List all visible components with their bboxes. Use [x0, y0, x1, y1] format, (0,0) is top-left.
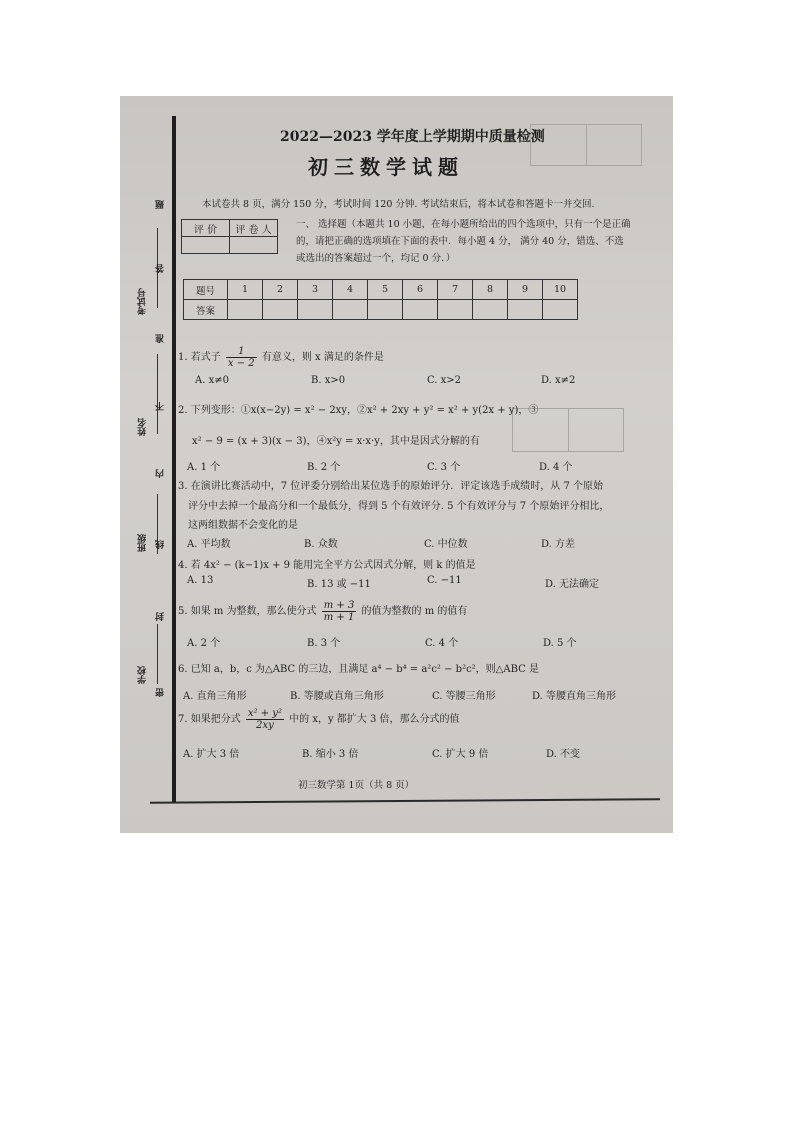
option-d[interactable]: D. 5 个 — [543, 638, 577, 649]
question-5 — [178, 600, 467, 623]
question-number: 4 — [333, 280, 368, 300]
answer-cell[interactable] — [228, 300, 263, 320]
fraction — [246, 708, 284, 731]
option-c[interactable]: C. 3 个 — [427, 462, 461, 473]
question-3-line2: 评分中去掉一个最高分和一个最低分，得到 5 个有效评分. 5 个有效评分与 7 个原始评分相比， — [188, 501, 610, 512]
seal-char: 题 — [156, 200, 166, 209]
question-2-line1: 2. 下列变形：①x(x−2y) = x² − 2xy，②x² + 2xy + y² = x² + y(2x + y)，③ — [178, 405, 539, 416]
answer-table — [183, 279, 578, 320]
option-b[interactable]: B. 缩小 3 倍 — [302, 749, 359, 760]
question-text: 的值为整数的 m 的值有 — [361, 606, 468, 617]
grading-table — [181, 219, 278, 254]
question-number: 7 — [438, 280, 473, 300]
fraction-numerator: 1 — [226, 346, 257, 358]
question-2-line2: x² − 9 = (x + 3)(x − 3)，④x²y = x·x·y，其中是因式分解的有 — [192, 436, 480, 447]
option-c[interactable]: C. x>2 — [427, 375, 462, 386]
question-number: 1 — [228, 280, 263, 300]
fraction-numerator: m + 3 — [323, 600, 355, 611]
option-c[interactable]: C. 扩大 9 倍 — [432, 749, 489, 760]
answer-cell[interactable] — [368, 300, 403, 320]
question-4: 4. 若 4x² − (k−1)x + 9 能用完全平方公式因式分解，则 k 的值是 — [178, 560, 476, 571]
seal-char: 准 — [156, 334, 166, 343]
fraction-denominator: m + 1 — [323, 612, 355, 623]
answer-cell[interactable] — [438, 300, 473, 320]
question-text: 有意义，则 x 满足的条件是 — [261, 352, 384, 363]
label-class: 班级 — [138, 534, 148, 552]
option-a[interactable]: A. x≠0 — [195, 375, 229, 386]
answer-cell[interactable] — [508, 300, 543, 320]
option-b[interactable]: B. x>0 — [311, 375, 346, 386]
option-a[interactable]: A. 2 个 — [187, 638, 221, 649]
option-b[interactable]: B. 2 个 — [307, 462, 341, 473]
answer-cell[interactable] — [263, 300, 298, 320]
option-b[interactable]: B. 3 个 — [307, 638, 341, 649]
seal-char: 不 — [156, 402, 166, 411]
blank-line — [157, 354, 158, 434]
option-a[interactable]: A. 平均数 — [187, 539, 231, 550]
option-c[interactable]: C. −11 — [427, 575, 462, 586]
answer-cell[interactable] — [298, 300, 333, 320]
option-c[interactable]: C. 4 个 — [425, 638, 459, 649]
fraction-numerator: x² + y² — [247, 708, 282, 719]
fraction — [226, 346, 257, 369]
bottom-line — [150, 798, 660, 804]
binding-line — [172, 116, 176, 802]
option-d[interactable]: D. 4 个 — [539, 462, 573, 473]
seal-char: 线 — [156, 540, 166, 549]
option-d[interactable]: D. 不变 — [546, 749, 581, 760]
option-b[interactable]: B. 等腰或直角三角形 — [290, 691, 384, 702]
question-text: 中的 x，y 都扩大 3 倍，那么分式的值 — [289, 714, 460, 725]
seal-char: 内 — [156, 469, 166, 478]
answer-table-row-label: 题号 — [184, 280, 228, 300]
option-c[interactable]: C. 中位数 — [424, 539, 468, 550]
question-1 — [178, 346, 384, 369]
option-b[interactable]: B. 13 或 −11 — [307, 579, 371, 590]
grading-cell[interactable] — [182, 237, 230, 254]
seal-char: 答 — [156, 264, 166, 273]
bleed-through-box — [530, 124, 642, 166]
option-b[interactable]: B. 众数 — [304, 539, 338, 550]
question-text: 5. 如果 m 为整数，那么使分式 — [178, 606, 317, 617]
fraction — [322, 600, 357, 623]
answer-cell[interactable] — [403, 300, 438, 320]
question-number: 2 — [263, 280, 298, 300]
option-d[interactable]: D. 无法确定 — [545, 579, 600, 590]
seal-char: 密 — [156, 688, 166, 697]
question-text: 7. 如果把分式 — [178, 714, 241, 725]
question-number: 9 — [508, 280, 543, 300]
option-d[interactable]: D. 等腰直角三角形 — [532, 691, 617, 702]
option-a[interactable]: A. 1 个 — [187, 462, 221, 473]
question-6: 6. 已知 a，b，c 为△ABC 的三边，且满足 a⁴ − b⁴ = a²c² − b²c²，则△ABC 是 — [178, 664, 539, 675]
label-name: 姓名 — [138, 418, 148, 436]
option-d[interactable]: D. x≠2 — [541, 375, 576, 386]
option-c[interactable]: C. 等腰三角形 — [432, 691, 496, 702]
option-d[interactable]: D. 方差 — [541, 539, 576, 550]
label-exam-number: 考试号 — [138, 288, 148, 315]
question-7 — [178, 708, 460, 731]
question-number: 3 — [298, 280, 333, 300]
option-a[interactable]: A. 扩大 3 倍 — [183, 749, 240, 760]
answer-table-row-label: 答案 — [184, 300, 228, 320]
section-one-instructions: 一、 选择题（本题共 10 小题，在每小题所给出的四个选项中，只有一个是正确的，请把正确的选项填在下面的表中．每小题 4 分， 满分 40 分，错选、不选或选出的答案超过一个，均记 0 分．） — [296, 219, 631, 264]
seal-char: 封 — [156, 612, 166, 621]
question-text: 1. 若式子 — [178, 352, 221, 363]
answer-cell[interactable] — [543, 300, 578, 320]
question-3-line3: 这两组数据不会变化的是 — [188, 520, 298, 531]
question-number: 10 — [543, 280, 578, 300]
option-a[interactable]: A. 直角三角形 — [183, 691, 247, 702]
page-footer: 初三数学第 1页（共 8 页） — [298, 780, 415, 791]
question-number: 6 — [403, 280, 438, 300]
grader-label: 评 卷 人 — [230, 220, 278, 237]
exam-title-line2: 初三数学试题 — [308, 155, 464, 179]
question-number: 5 — [368, 280, 403, 300]
exam-intro: 本试卷共 8 页，满分 150 分，考试时间 120 分钟. 考试结束后，将本试卷和答题卡一并交回. — [202, 199, 595, 210]
exam-title-line1: 2022—2023 学年度上学期期中质量检测 — [280, 129, 545, 145]
answer-cell[interactable] — [473, 300, 508, 320]
fraction-denominator: x − 2 — [227, 358, 255, 369]
option-a[interactable]: A. 13 — [187, 575, 214, 586]
answer-cell[interactable] — [333, 300, 368, 320]
exam-page-photo — [120, 96, 673, 833]
grading-label: 评 价 — [182, 220, 230, 237]
fraction-denominator: 2xy — [256, 720, 274, 731]
question-3-line1: 3. 在演讲比赛活动中，7 位评委分别给出某位选手的原始评分．评定该选手成绩时，从 7 个原始 — [178, 481, 603, 492]
blank-line — [157, 624, 158, 684]
question-number: 8 — [473, 280, 508, 300]
label-school: 学校 — [138, 666, 148, 684]
grader-cell[interactable] — [230, 237, 278, 254]
